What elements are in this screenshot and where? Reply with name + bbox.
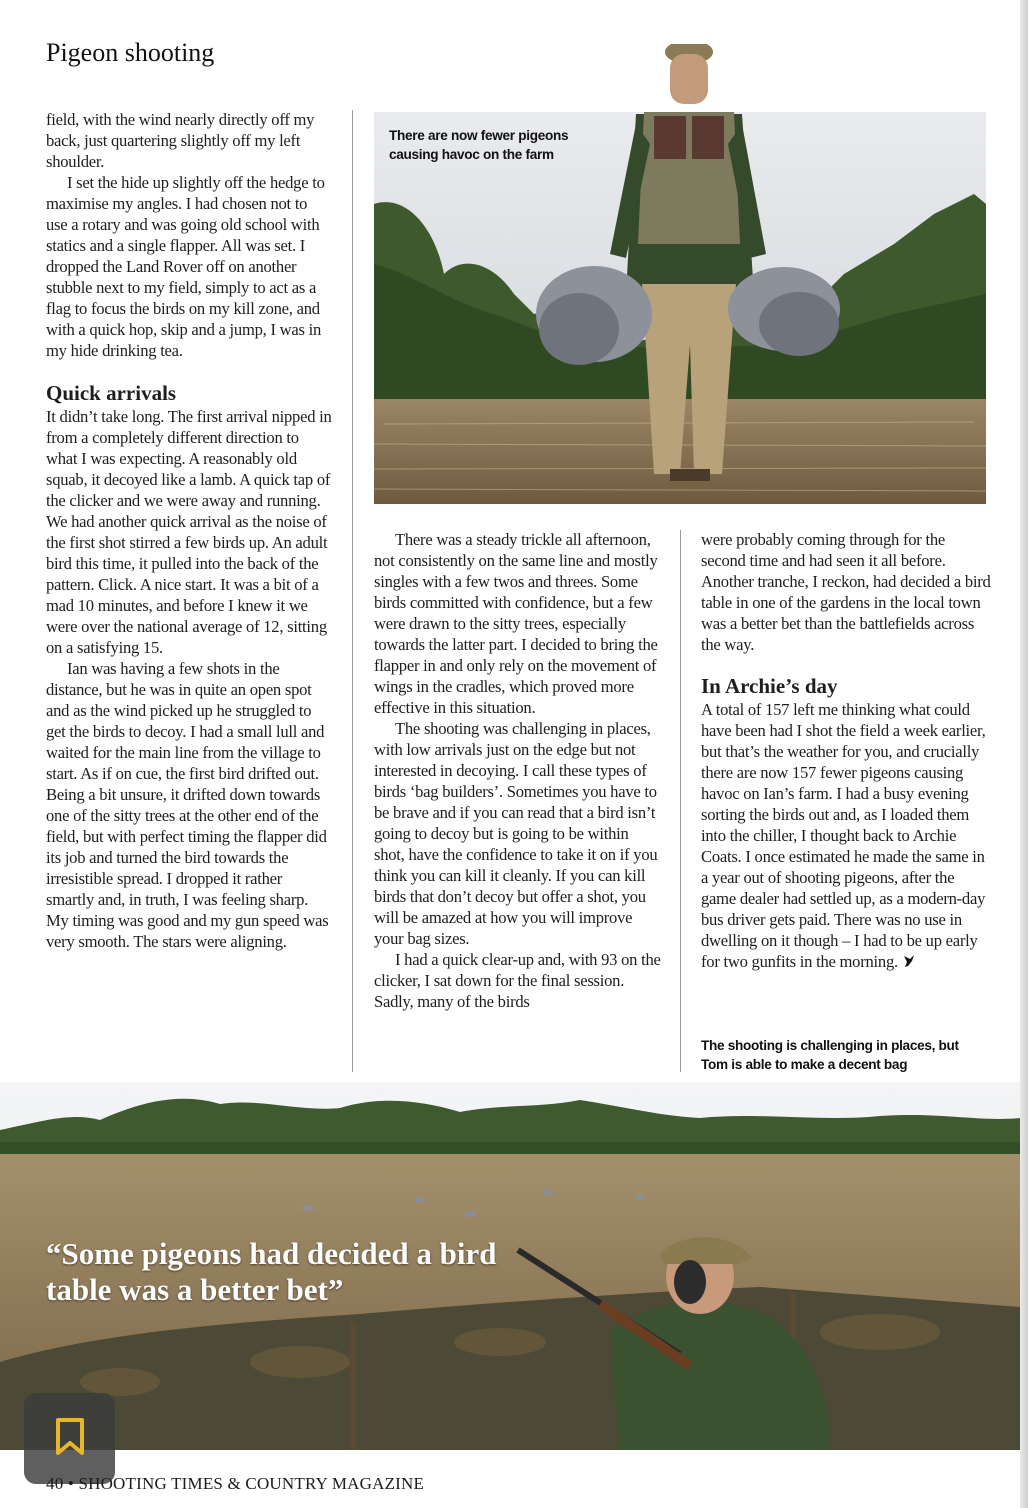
subheading-quick-arrivals: Quick arrivals xyxy=(46,381,177,405)
bookmark-button[interactable] xyxy=(24,1393,115,1484)
paragraph xyxy=(701,699,991,972)
article-column-2 xyxy=(374,529,662,1012)
photo-man-carrying-pigeons xyxy=(374,44,986,504)
paragraph: The shooting was challenging in places, with low arrivals just on the edge but not interested in decoying. I call these types of birds ‘bag builders’. Sometimes you have to be brave and if you can read that a bird isn’t going to decoy but is going to be within shot, have the confidence to take it on if you think you can kill it cleanly. If you can kill birds that don’t decoy but offer a shot, you will be amazed at how you will improve your bag sizes. xyxy=(374,719,658,948)
paragraph xyxy=(701,529,991,655)
subheading-archies-day: In Archie’s day xyxy=(701,674,838,698)
paragraph: It didn’t take long. The first arrival nipped in from a completely different direction to what I was expecting. A reasonably old squab, it decoyed like a lamb. A quick tap of the clicker and we were away and running. We had another quick arrival as the noise of the first shot stirred a few birds up. An adult bird this time, it pulled into the back of the pattern. Click. A nice start. It was a bit of a mad 10 minutes, and before I knew it we were over the national average of 12, sitting on a satisfying 15. xyxy=(46,407,332,657)
photo-caption-bottom: The shooting is challenging in places, but Tom is able to make a decent bag xyxy=(701,1038,959,1072)
paragraph-text: were probably coming through for the second time and had seen it all before. Another tranche, I reckon, had decided a bird table in one of the gardens in the local town was a better bet than the battlefields across the way. xyxy=(701,530,991,654)
end-mark-bird-icon xyxy=(902,952,915,971)
photo-caption-top: There are now fewer pigeons causing havoc on the farm xyxy=(389,128,569,162)
column-divider xyxy=(352,110,353,1072)
article-column-1 xyxy=(46,109,332,952)
paragraph: I had a quick clear-up and, with 93 on the clicker, I sat down for the final session. Sadly, many of the birds xyxy=(374,950,661,1011)
article-column-3 xyxy=(701,529,991,972)
pull-quote: “Some pigeons had decided a bird table was a better bet” xyxy=(46,1236,497,1307)
paragraph: Ian was having a few shots in the distance, but he was in quite an open spot and as the wind picked up he struggled to get the birds to decoy. I had a small lull and waited for the main line from the village to start. As if on cue, the first bird drifted out. Being a bit unsure, it drifted down towards one of the sitty trees at the other end of the field, but with perfect timing the flapper did its job and turned the bird towards the irresistible spread. I dropped it rather smartly and, in truth, I was feeling sharp. My timing was good and my gun speed was very smooth. The stars were aligning. xyxy=(46,659,329,951)
bookmark-icon xyxy=(53,1417,87,1461)
page-footer: 40 • SHOOTING TIMES & COUNTRY MAGAZINE xyxy=(46,1474,425,1493)
section-title: Pigeon shooting xyxy=(46,38,215,67)
column-divider xyxy=(680,530,681,1072)
paragraph-text: A total of 157 left me thinking what could have been had I shot the field a week earlier, but that’s the weather for you, and crucially there are now 157 fewer pigeons causing havoc on Ian’s farm. I had a busy evening sorting the birds out and, as I loaded them into the chiller, I thought back to Archie Coats. I once estimated he made the same in a year out of shooting pigeons, after the game dealer had settled up, as a modern-day bus driver gets paid. There was no use in dwelling on it though – I had to be up early for two gunfits in the morning. xyxy=(701,700,986,971)
page-edge xyxy=(1020,0,1028,1508)
paragraph: I set the hide up slightly off the hedge to maximise my angles. I had chosen not to use a rotary and was going old school with statics and a single flapper. All was set. I dropped the Land Rover off on another stubble next to my field, simply to act as a flag to focus the birds on my kill zone, and with a quick hop, skip and a jump, I was in my hide drinking tea. xyxy=(46,173,325,360)
paragraph: There was a steady trickle all afternoon, not consistently on the same line and mostly singles with a few twos and threes. Some birds committed with confidence, but a few were drawn to the sitty trees, especially towards the latter part. I decided to bring the flapper in and only rely on the movement of wings in the cradles, which proved more effective in this situation. xyxy=(374,530,658,717)
paragraph: field, with the wind nearly directly off my back, just quartering slightly off my left shoulder. xyxy=(46,110,315,171)
